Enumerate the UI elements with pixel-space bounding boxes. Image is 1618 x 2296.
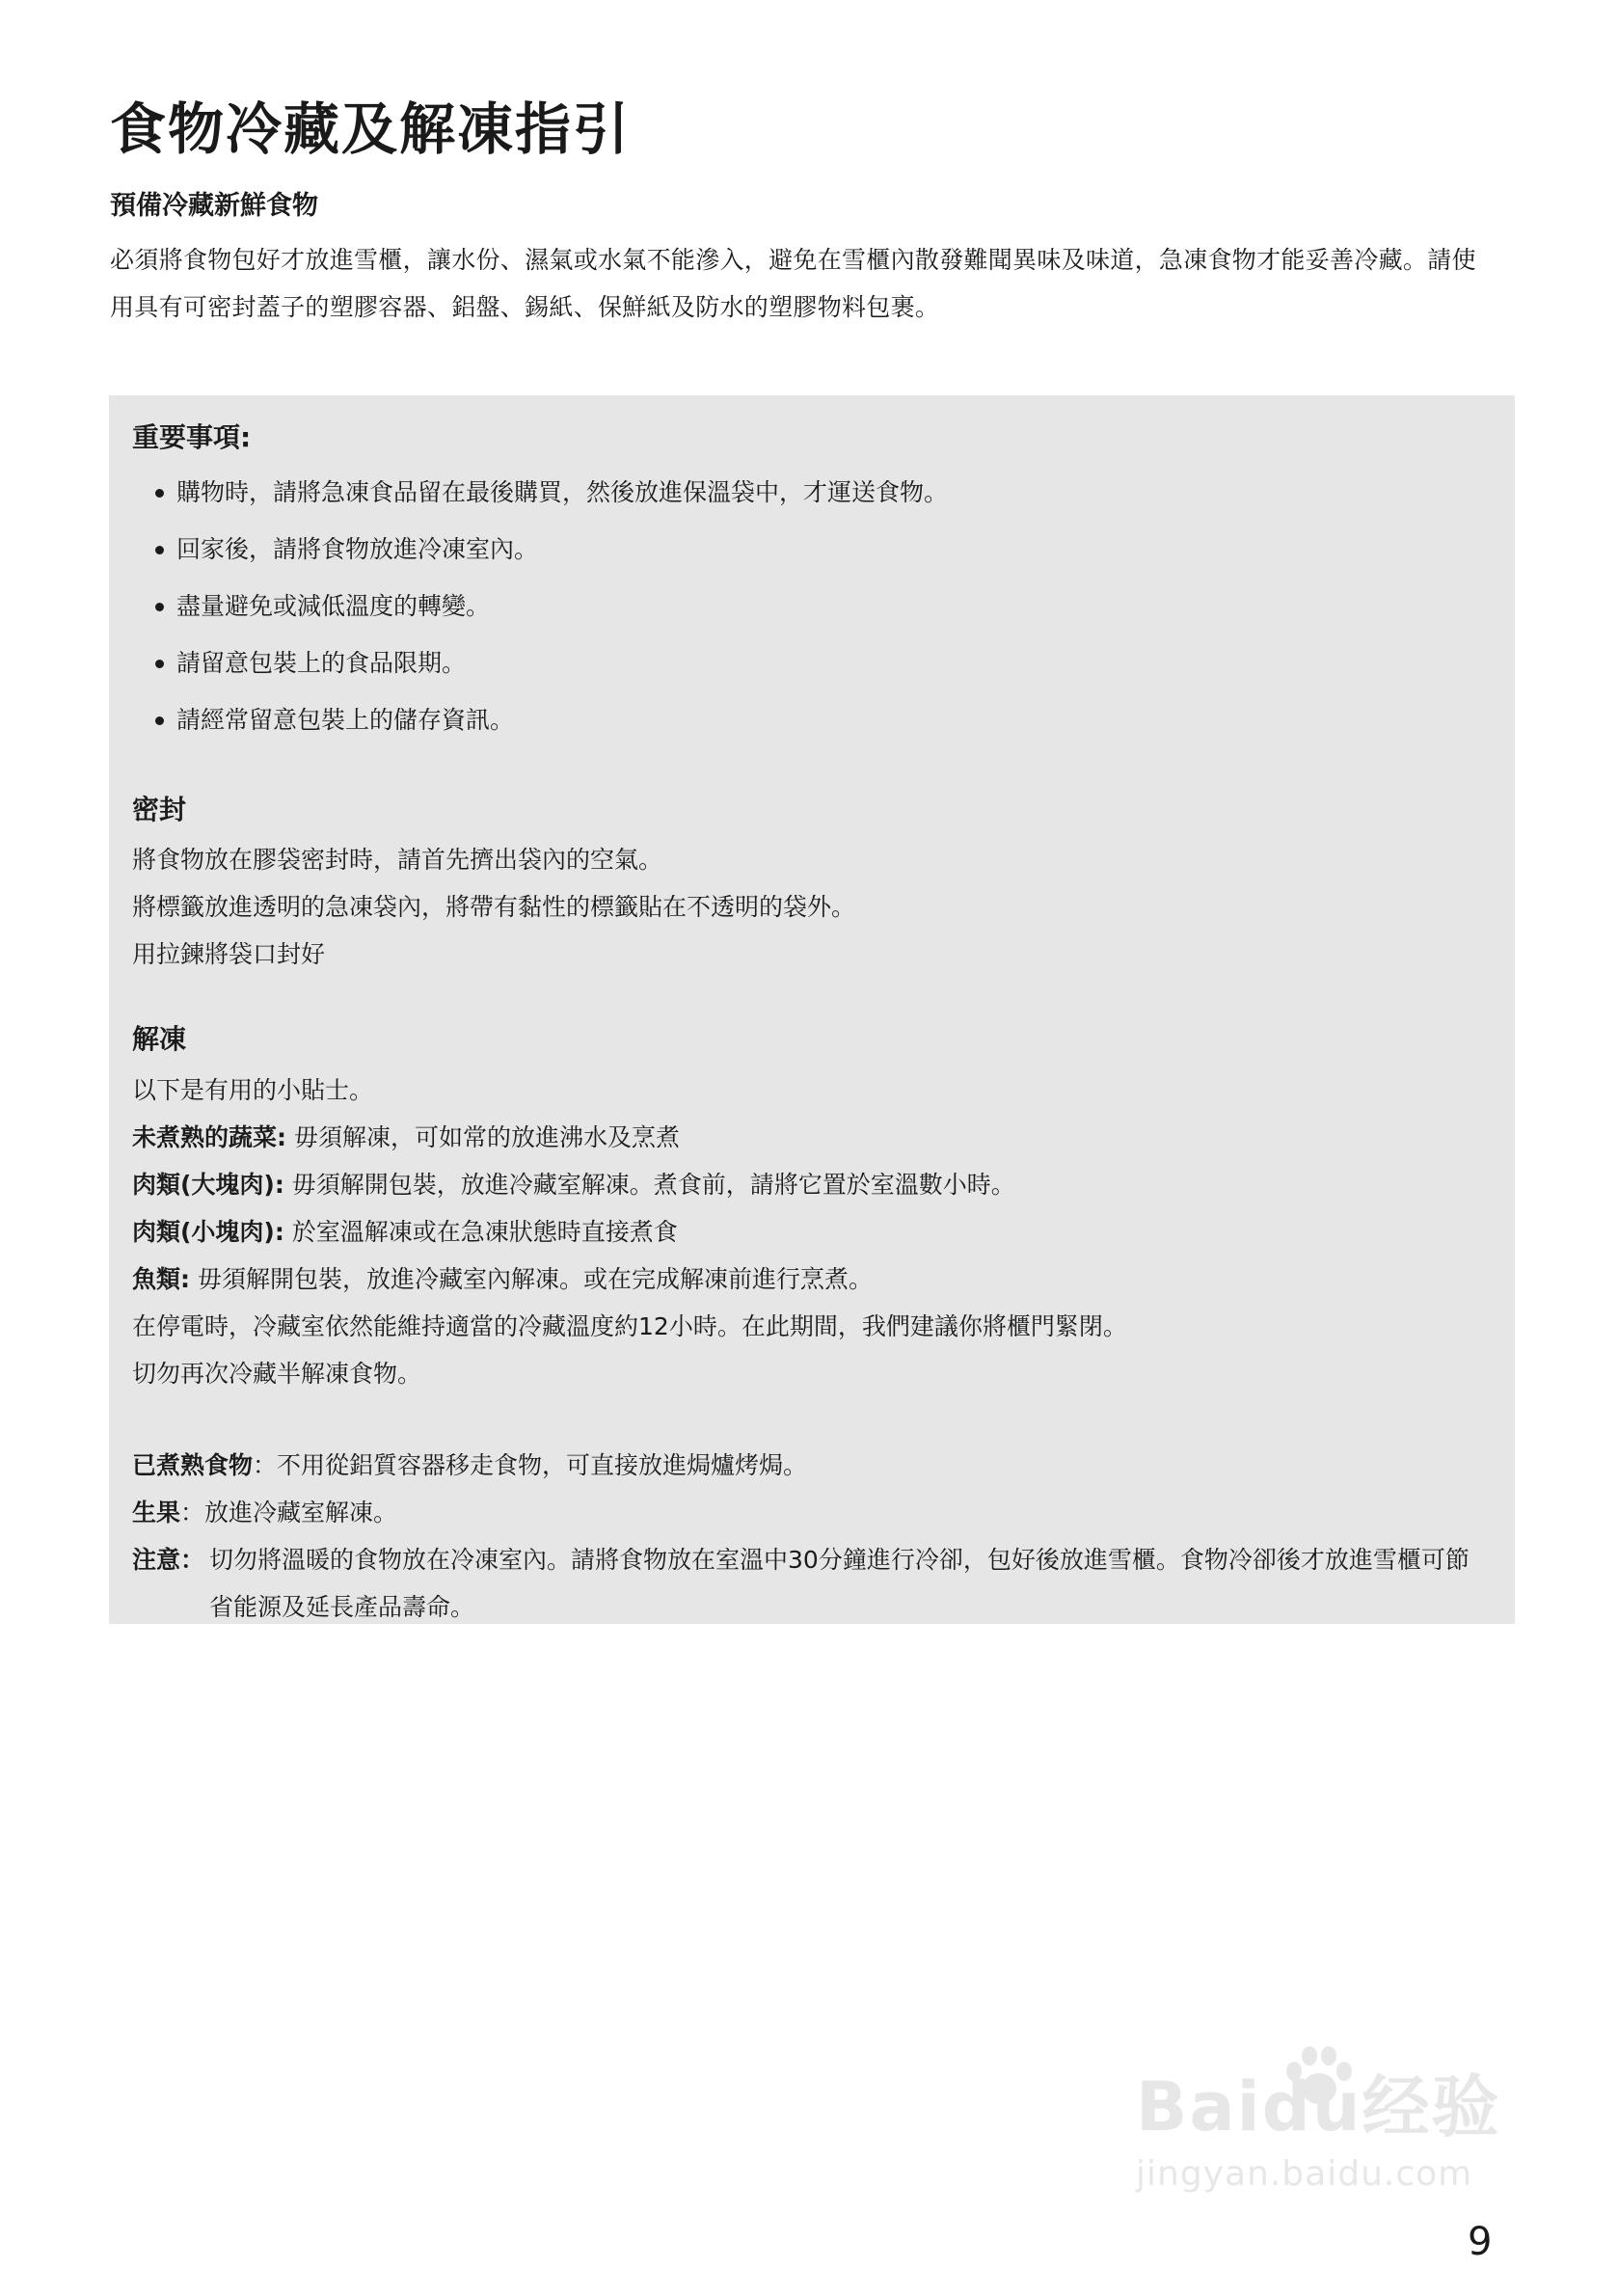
fruit-tip (132, 1489, 1492, 1536)
refreeze-warning: 切勿再次冷藏半解凍食物。 (132, 1359, 422, 1388)
list-item (155, 521, 1492, 578)
tip-label: 肉類(大塊肉): (132, 1170, 284, 1199)
spacer (132, 1397, 1492, 1442)
guidelines-panel (109, 395, 1515, 1624)
tip-text: 毋須解開包裝，放進冷藏室解凍。煮食前，請將它置於室溫數小時。 (283, 1170, 1015, 1199)
thawing-tip (132, 1161, 1492, 1208)
tip-text: ：放進冷藏室解凍。 (180, 1498, 398, 1526)
power-outage-note: 在停電時，冷藏室依然能維持適當的冷藏溫度約12小時。在此期間，我們建議你將櫃門緊閉。 (132, 1311, 1127, 1340)
intro-heading: 預備冷藏新鮮食物 (110, 191, 318, 221)
thawing-intro: 以下是有用的小貼士。 (132, 1075, 374, 1104)
tip-label: 已煮熟食物 (132, 1450, 254, 1479)
caution-note (132, 1536, 1492, 1631)
watermark-logo: Baidu经验 (1136, 2067, 1501, 2147)
note-label: 注意： (132, 1545, 205, 1574)
sealing-line: 將食物放在膠袋密封時，請首先擠出袋內的空氣。 (132, 846, 663, 875)
important-heading: 重要事項: (132, 421, 252, 453)
list-item-text: 購物時，請將急凍食品留在最後購買，然後放進保溫袋中，才運送食物。 (176, 478, 949, 507)
tip-label: 肉類(小塊肉): (132, 1217, 284, 1246)
cooked-food-tip (132, 1442, 1492, 1489)
page-title: 食物冷藏及解凍指引 (110, 96, 632, 162)
bullet-icon (155, 546, 164, 554)
thawing-heading: 解凍 (132, 1023, 187, 1056)
note-text: 切勿將溫暖的食物放在冷凍室內。請將食物放在室溫中30分鐘進行冷卻，包好後放進雪櫃。食物冷卻後才放進雪櫃可節省能源及延長產品壽命。 (209, 1545, 1470, 1621)
list-item-text: 回家後，請將食物放進冷凍室內。 (176, 535, 539, 564)
page-number: 9 (1468, 2220, 1493, 2264)
bullet-icon (155, 716, 164, 725)
baidu-watermark (1136, 2064, 1512, 2208)
sealing-line: 用拉鍊將袋口封好 (132, 940, 326, 969)
tip-text: 毋須解凍，可如常的放進沸水及烹煮 (286, 1122, 680, 1151)
tip-label: 魚類: (132, 1264, 190, 1293)
thawing-tip (132, 1208, 1492, 1256)
watermark-url: jingyan.baidu.com (1136, 2154, 1473, 2194)
tip-label: 生果 (132, 1498, 181, 1526)
intro-section (110, 189, 1489, 331)
list-item-text: 盡量避免或減低溫度的轉變。 (176, 592, 491, 621)
list-item (155, 635, 1492, 691)
bullet-icon (155, 489, 164, 498)
list-item (155, 464, 1492, 521)
paw-icon (1281, 2044, 1358, 2112)
list-item (155, 578, 1492, 635)
sealing-line: 將標籤放進透明的急凍袋內，將帶有黏性的標籤貼在不透明的袋外。 (132, 893, 856, 922)
tip-text: ：不用從鋁質容器移走食物，可直接放進焗爐烤焗。 (253, 1450, 808, 1479)
tip-text: 毋須解開包裝，放進冷藏室內解凍。或在完成解凍前進行烹煮。 (190, 1264, 873, 1293)
intro-body: 必須將食物包好才放進雪櫃，讓水份、濕氣或水氣不能滲入，避免在雪櫃內散發難聞異味及味道，急凍食物才能妥善冷藏。請使用具有可密封蓋子的塑膠容器、鋁盤、錫紙、保鮮紙及防水的塑膠物料包裹。 (110, 246, 1476, 322)
sealing-section (132, 791, 1492, 978)
sealing-heading: 密封 (132, 794, 187, 826)
list-item-text: 請留意包裝上的食品限期。 (176, 649, 467, 678)
bullet-icon (155, 603, 164, 611)
tip-label: 未煮熟的蔬菜: (132, 1122, 286, 1151)
thawing-section (132, 1020, 1492, 1630)
thawing-tip (132, 1256, 1492, 1303)
tip-text: 於室溫解凍或在急凍狀態時直接煮食 (283, 1217, 678, 1246)
important-list (155, 464, 1492, 748)
thawing-tip (132, 1114, 1492, 1161)
list-item-text: 請經常留意包裝上的儲存資訊。 (176, 706, 515, 735)
bullet-icon (155, 660, 164, 668)
list-item (155, 691, 1492, 748)
